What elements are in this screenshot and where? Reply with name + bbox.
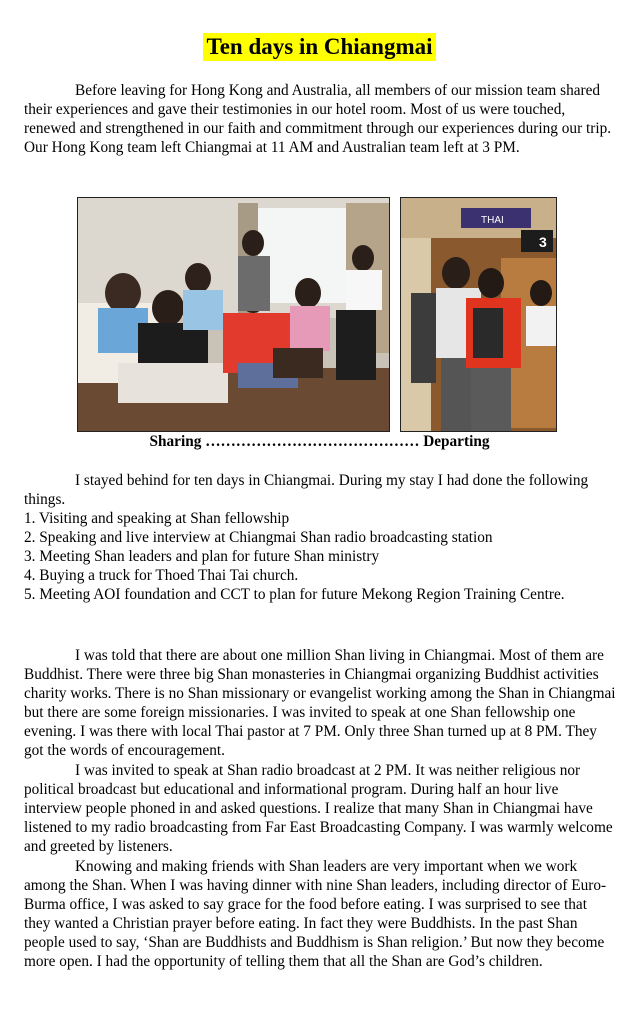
activities-list [24, 509, 616, 604]
shan-paragraph: I was told that there are about one million Shan living in Chiangmai. Most of them are Buddhist. There were three big Shan monasteries in Chiangmai organizing Buddhist activities charity works. There is no Shan missionary or evangelist working among the Shan in Chiangmai but there are some foreign missionaries. I was invited to speak at one Shan fellowship one evening. I was there with local Thai pastor at 7 PM. Only three Shan turned up at 8 PM. They got the words of encouragement. [24, 647, 616, 759]
radio-paragraph: I was invited to speak at Shan radio broadcast at 2 PM. It was neither religious nor political broadcast but educational and informational program. During half an hour live interview people phoned in and asked questions. I realize that many Shan in Chiangmai have listened to my radio broadcasting from Far East Broadcasting Company. I was warmly welcome and greeted by listeners. [24, 762, 613, 855]
photo-caption [0, 432, 639, 451]
caption-dots: …………………………………… [205, 433, 420, 450]
list-item: 5. Meeting AOI foundation and CCT to plan for future Mekong Region Training Centre. [24, 586, 565, 603]
sign-number-text: 3 [539, 234, 547, 250]
caption-departing: Departing [423, 433, 490, 450]
photo-departing [400, 197, 557, 432]
photo-sharing-image [78, 198, 389, 431]
list-item: 1. Visiting and speaking at Shan fellowship [24, 510, 290, 527]
page-title: Ten days in Chiangmai [203, 33, 435, 61]
stay-intro-paragraph: I stayed behind for ten days in Chiangmai. During my stay I had done the following things. [24, 472, 589, 508]
intro-paragraph: Before leaving for Hong Kong and Australia, all members of our mission team shared their experiences and gave their testimonies in our hotel room. Most of us were touched, renewed and strengthened in our faith and commitment through our experiences during our trip. Our Hong Kong team left Chiangmai at 11 AM and Australian team left at 3 PM. [24, 82, 612, 156]
leaders-paragraph: Knowing and making friends with Shan leaders are very important when we work among the Shan. When I was having dinner with nine Shan leaders, including director of Euro-Burma office, I was asked to say grace for the food before eating. I was surprised to see that they wanted a Christian prayer before eating. In fact they were Buddhists. In the past Shan people used to say, ‘Shan are Buddhists and Buddhism is Shan religion.’ But now they become more open. I had the opportunity of telling them that all the Shan are God’s children. [24, 858, 607, 970]
title-wrap [0, 33, 639, 61]
list-item: 2. Speaking and live interview at Chiangmai Shan radio broadcasting station [24, 529, 493, 546]
list-item: 3. Meeting Shan leaders and plan for future Shan ministry [24, 548, 380, 565]
caption-sharing: Sharing [149, 433, 202, 450]
list-item: 4. Buying a truck for Thoed Thai Tai church. [24, 567, 299, 584]
photo-sharing [77, 197, 390, 432]
photo-departing-image [401, 198, 556, 431]
sign-thai-text: THAI [481, 215, 504, 226]
